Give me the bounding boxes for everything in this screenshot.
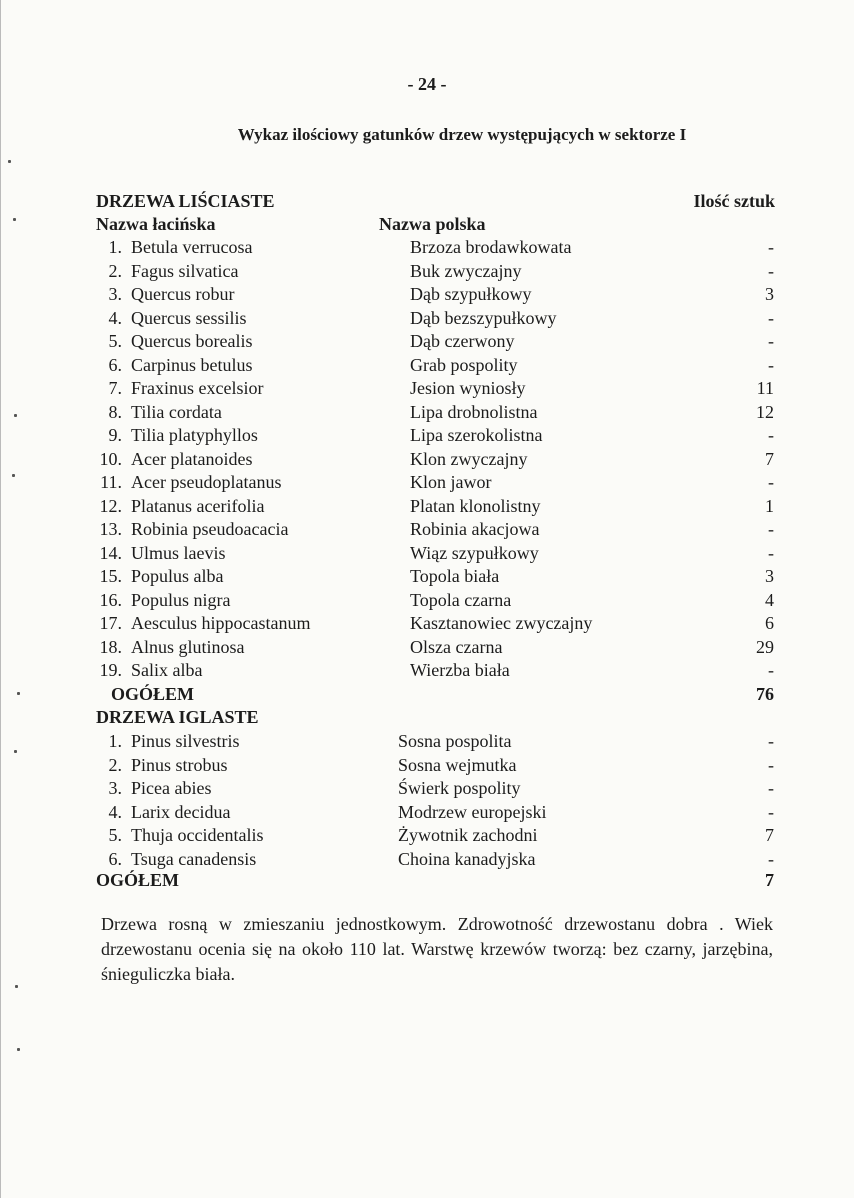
polish-name: Brzoza brodawkowata bbox=[410, 237, 572, 257]
quantity: 3 bbox=[765, 284, 774, 304]
latin-name: Tilia platyphyllos bbox=[131, 425, 258, 445]
polish-name-header: Nazwa polska bbox=[379, 214, 486, 234]
latin-name: Acer platanoides bbox=[131, 448, 253, 469]
row-number: 5. bbox=[108, 825, 122, 845]
latin-name: Carpinus betulus bbox=[131, 354, 253, 375]
latin-name: Populus nigra bbox=[131, 589, 231, 610]
latin-name: Thuja occidentalis bbox=[131, 825, 264, 845]
row-number: 2. bbox=[108, 754, 122, 775]
latin-name: Aesculus hippocastanum bbox=[131, 613, 311, 633]
quantity: 11 bbox=[756, 378, 774, 398]
quantity: - bbox=[768, 542, 774, 563]
latin-name: Betula verrucosa bbox=[131, 237, 253, 257]
latin-name: Ulmus laevis bbox=[131, 542, 226, 563]
row-number: 4. bbox=[108, 801, 122, 822]
row-number: 5. bbox=[108, 331, 122, 351]
quantity: 1 bbox=[765, 495, 774, 516]
quantity: - bbox=[768, 848, 774, 869]
polish-name: Platan klonolistny bbox=[410, 495, 541, 516]
row-number: 6. bbox=[108, 354, 122, 375]
row-number: 12. bbox=[99, 495, 122, 516]
deciduous-total-label: OGÓŁEM bbox=[111, 684, 195, 704]
polish-name: Topola biała bbox=[410, 566, 500, 586]
polish-name: Kasztanowiec zwyczajny bbox=[410, 613, 593, 633]
row-number: 6. bbox=[108, 848, 122, 869]
scan-speck bbox=[8, 160, 11, 163]
quantity: - bbox=[768, 801, 774, 822]
polish-name: Grab pospolity bbox=[410, 354, 518, 375]
row-number: 13. bbox=[99, 519, 122, 539]
polish-name: Dąb szypułkowy bbox=[410, 284, 532, 304]
latin-name: Pinus silvestris bbox=[131, 731, 240, 751]
latin-name: Fagus silvatica bbox=[131, 260, 239, 281]
row-number: 2. bbox=[108, 260, 122, 281]
quantity: - bbox=[768, 472, 774, 492]
polish-name: Wierzba biała bbox=[410, 660, 510, 680]
polish-name: Jesion wyniosły bbox=[410, 378, 526, 398]
deciduous-heading: DRZEWA LIŚCIASTE bbox=[96, 191, 275, 211]
latin-name: Robinia pseudoacacia bbox=[131, 519, 289, 539]
row-number: 16. bbox=[99, 589, 122, 610]
polish-name: Olsza czarna bbox=[410, 636, 503, 657]
polish-name: Klon jawor bbox=[410, 472, 492, 492]
latin-name: Alnus glutinosa bbox=[131, 636, 245, 657]
deciduous-total-value: 76 bbox=[756, 684, 774, 704]
row-number: 14. bbox=[99, 542, 122, 563]
polish-name: Choina kanadyjska bbox=[398, 848, 536, 869]
polish-name: Klon zwyczajny bbox=[410, 448, 528, 469]
polish-name: Lipa drobnolistna bbox=[410, 401, 538, 422]
scan-speck bbox=[17, 1048, 20, 1051]
row-number: 11. bbox=[100, 472, 122, 492]
latin-name-header: Nazwa łacińska bbox=[96, 214, 216, 234]
quantity: - bbox=[768, 754, 774, 775]
quantity: - bbox=[768, 519, 774, 539]
quantity: - bbox=[768, 425, 774, 445]
row-number: 8. bbox=[108, 401, 122, 422]
quantity: - bbox=[768, 731, 774, 751]
row-number: 19. bbox=[99, 660, 122, 680]
page-number: - 24 - bbox=[407, 74, 447, 94]
polish-name: Lipa szerokolistna bbox=[410, 425, 543, 445]
polish-name: Świerk pospolity bbox=[398, 778, 521, 798]
quantity: - bbox=[768, 660, 774, 680]
latin-name: Quercus robur bbox=[131, 284, 235, 304]
polish-name: Dąb bezszypułkowy bbox=[410, 307, 557, 328]
scan-speck bbox=[14, 414, 17, 417]
polish-name: Sosna pospolita bbox=[398, 731, 512, 751]
row-number: 10. bbox=[99, 448, 122, 469]
quantity: 3 bbox=[765, 566, 774, 586]
row-number: 1. bbox=[108, 237, 122, 257]
polish-name: Wiąz szypułkowy bbox=[410, 542, 539, 563]
row-number: 3. bbox=[108, 284, 122, 304]
quantity: 29 bbox=[756, 636, 774, 657]
latin-name: Larix decidua bbox=[131, 801, 231, 822]
latin-name: Quercus borealis bbox=[131, 331, 253, 351]
latin-name: Tsuga canadensis bbox=[131, 848, 257, 869]
latin-name: Salix alba bbox=[131, 660, 203, 680]
row-number: 7. bbox=[108, 378, 122, 398]
quantity: - bbox=[768, 354, 774, 375]
latin-name: Fraxinus excelsior bbox=[131, 378, 264, 398]
latin-name: Tilia cordata bbox=[131, 401, 222, 422]
row-number: 17. bbox=[99, 613, 122, 633]
polish-name: Robinia akacjowa bbox=[410, 519, 540, 539]
row-number: 9. bbox=[108, 425, 122, 445]
latin-name: Platanus acerifolia bbox=[131, 495, 265, 516]
latin-name: Picea abies bbox=[131, 778, 212, 798]
coniferous-total-value: 7 bbox=[765, 870, 774, 890]
quantity: - bbox=[768, 237, 774, 257]
row-number: 15. bbox=[99, 566, 122, 586]
coniferous-total-label: OGÓŁEM bbox=[96, 870, 180, 890]
row-number: 3. bbox=[108, 778, 122, 798]
quantity-header: Ilość sztuk bbox=[693, 191, 775, 211]
quantity: - bbox=[768, 307, 774, 328]
scan-speck bbox=[15, 985, 18, 988]
polish-name: Sosna wejmutka bbox=[398, 754, 517, 775]
latin-name: Quercus sessilis bbox=[131, 307, 247, 328]
scan-speck bbox=[17, 692, 20, 695]
coniferous-heading: DRZEWA IGLASTE bbox=[96, 707, 259, 727]
row-number: 1. bbox=[108, 731, 122, 751]
quantity: 6 bbox=[765, 613, 774, 633]
quantity: 12 bbox=[756, 401, 774, 422]
page-edge bbox=[0, 0, 1, 1198]
row-number: 18. bbox=[99, 636, 122, 657]
quantity: 7 bbox=[765, 448, 774, 469]
polish-name: Żywotnik zachodni bbox=[398, 825, 538, 845]
latin-name: Pinus strobus bbox=[131, 754, 228, 775]
scan-speck bbox=[13, 218, 16, 221]
quantity: 4 bbox=[765, 589, 774, 610]
polish-name: Modrzew europejski bbox=[398, 801, 547, 822]
scan-speck bbox=[14, 750, 17, 753]
quantity: - bbox=[768, 778, 774, 798]
footer-paragraph: Drzewa rosną w zmieszaniu jednostkowym. Zdrowotność drzewostanu dobra . Wiek drzewostanu ocenia się na około 110 lat. Warstwę krzewów tworzą: bez czarny, jarzębina, śnieguliczka biała. bbox=[101, 914, 773, 984]
quantity: - bbox=[768, 260, 774, 281]
polish-name: Buk zwyczajny bbox=[410, 260, 522, 281]
polish-name: Topola czarna bbox=[410, 589, 512, 610]
row-number: 4. bbox=[108, 307, 122, 328]
page-title: Wykaz ilościowy gatunków drzew występujących w sektorze I bbox=[237, 125, 687, 144]
scan-speck bbox=[12, 474, 15, 477]
latin-name: Populus alba bbox=[131, 566, 224, 586]
quantity: - bbox=[768, 331, 774, 351]
quantity: 7 bbox=[765, 825, 774, 845]
latin-name: Acer pseudoplatanus bbox=[131, 472, 282, 492]
polish-name: Dąb czerwony bbox=[410, 331, 515, 351]
